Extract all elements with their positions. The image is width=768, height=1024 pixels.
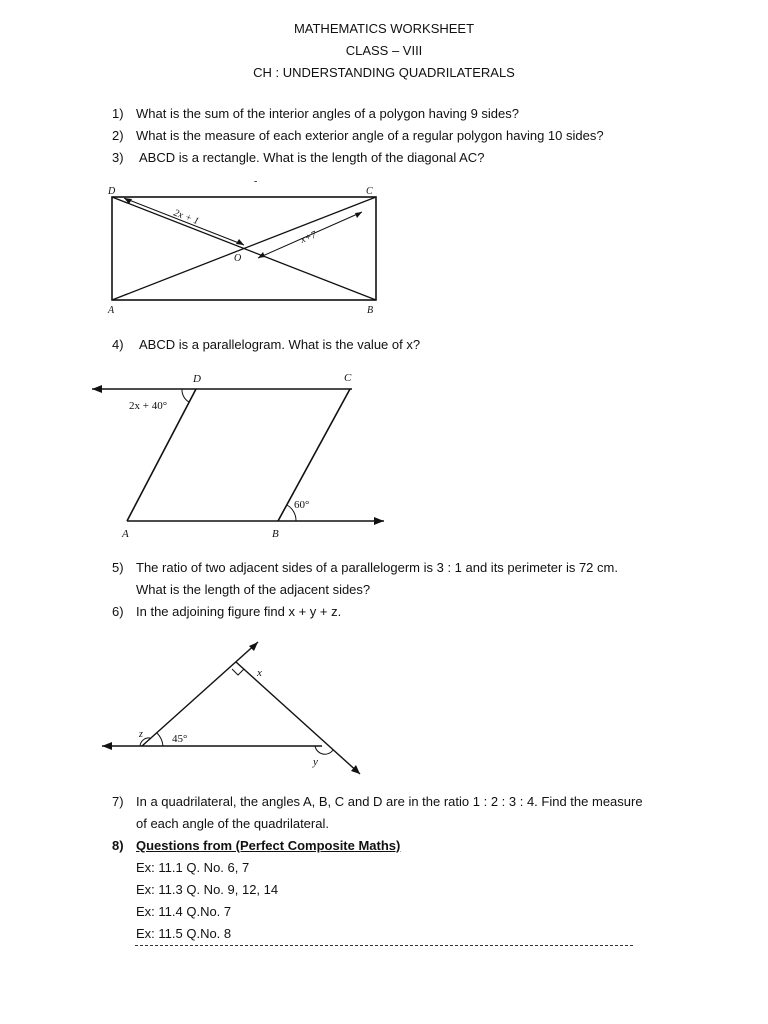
question-text: What is the sum of the interior angles of a polygon having 9 sides? [136,106,519,121]
vertex-d: D [108,186,116,197]
stray-mark: - [254,176,258,187]
segment-oc-label: x+7 [299,229,319,246]
right-side [236,662,360,774]
question-number: 1) [112,106,124,121]
vertex-c: C [366,186,373,197]
vertex-a: A [122,528,129,540]
angle-d-label: 2x + 40° [129,400,168,412]
question-text: The ratio of two adjacent sides of a parallelogerm is 3 : 1 and its perimeter is 72 cm. [136,560,618,575]
exercise-item: Ex: 11.4 Q.No. 7 [136,904,232,919]
question-text: ABCD is a parallelogram. What is the value of x? [139,337,421,352]
exercise-item: Ex: 11.3 Q. No. 9, 12, 14 [136,882,279,897]
vertex-b: B [272,528,279,540]
exercise-item: Ex: 11.1 Q. No. 6, 7 [136,860,250,875]
question-text: ABCD is a rectangle. What is the length of the diagonal AC? [139,150,485,165]
right-angle-mark [232,669,244,675]
exercise-item: Ex: 11.5 Q.No. 8 [136,926,232,941]
vertex-b: B [367,305,374,316]
question-text-continued: What is the length of the adjacent sides? [136,582,371,597]
question-number: 8) [112,838,124,853]
question-text: What is the measure of each exterior angle of a regular polygon having 10 sides? [136,128,604,143]
center-o: O [234,253,242,264]
angle-z-label: z [139,729,143,740]
angle-x-label: x [257,667,262,679]
question-number: 2) [112,128,124,143]
question-text: Questions from (Perfect Composite Maths) [136,838,401,853]
question-number: 3) [112,150,124,165]
angle-y-label: y [313,756,318,768]
question-number: 4) [112,337,124,352]
angle-45-label: 45° [172,733,188,745]
chapter-label: CH : UNDERSTANDING QUADRILATERALS [253,65,515,80]
question-number: 7) [112,794,124,809]
segment-do-label: 2x + 1 [171,207,201,228]
question-number: 5) [112,560,124,575]
angle-b-label: 60° [294,499,310,511]
vertex-a: A [108,305,115,316]
vertex-d: D [193,373,201,385]
class-label: CLASS – VIII [345,43,423,58]
vertex-c: C [344,372,352,384]
question-number: 6) [112,604,124,619]
divider [135,945,633,946]
worksheet-title: MATHEMATICS WORKSHEET [293,21,475,36]
question-text: In a quadrilateral, the angles A, B, C and D are in the ratio 1 : 2 : 3 : 4. Find the measure [136,794,643,809]
angle-arc-45 [157,733,163,746]
question-text-continued: of each angle of the quadrilateral. [136,816,329,831]
arrow-head [102,742,112,750]
question-text: In the adjoining figure find x + y + z. [136,604,342,619]
left-side [142,642,258,746]
